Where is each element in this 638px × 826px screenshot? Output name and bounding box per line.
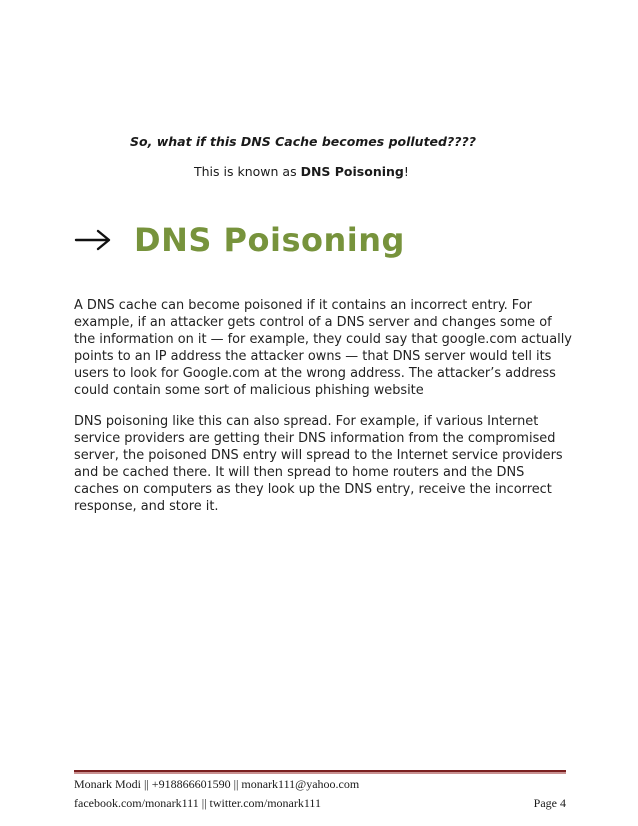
right-arrow-icon [74, 225, 114, 255]
paragraph-dns-poisoning-spread: DNS poisoning like this can also spread. For example, if various Internet service providers are getting their DNS information from the compromised server, the poisoned DNS entry will spread to the Internet service providers and be cached there. It will then spread to home routers and the DNS caches on computers as they look up the DNS entry, receive the incorrect response, and store it. [74, 414, 563, 514]
known-as-suffix: ! [403, 164, 409, 179]
footer-divider [74, 770, 566, 774]
known-as-prefix: This is known as [194, 164, 301, 179]
footer-contact-line: Monark Modi || +918866601590 || monark111@yahoo.com [74, 777, 360, 791]
page-number: Page 4 [533, 796, 566, 810]
section-title: DNS Poisoning [134, 221, 405, 259]
known-as-term: DNS Poisoning [300, 164, 404, 179]
footer-social-line: facebook.com/monark111 || twitter.com/monark111 [74, 796, 321, 810]
known-as-line [194, 164, 409, 179]
question-line: So, what if this DNS Cache becomes polluted???? [130, 134, 476, 149]
paragraph-dns-cache-poisoned: A DNS cache can become poisoned if it contains an incorrect entry. For example, if an attacker gets control of a DNS server and changes some of the information on it — for example, they could say that google.com actually points to an IP address the attacker owns — that DNS server would tell its users to look for Google.com at the wrong address. The attacker’s address could contain some sort of malicious phishing website [74, 298, 572, 398]
section-heading [74, 216, 405, 264]
